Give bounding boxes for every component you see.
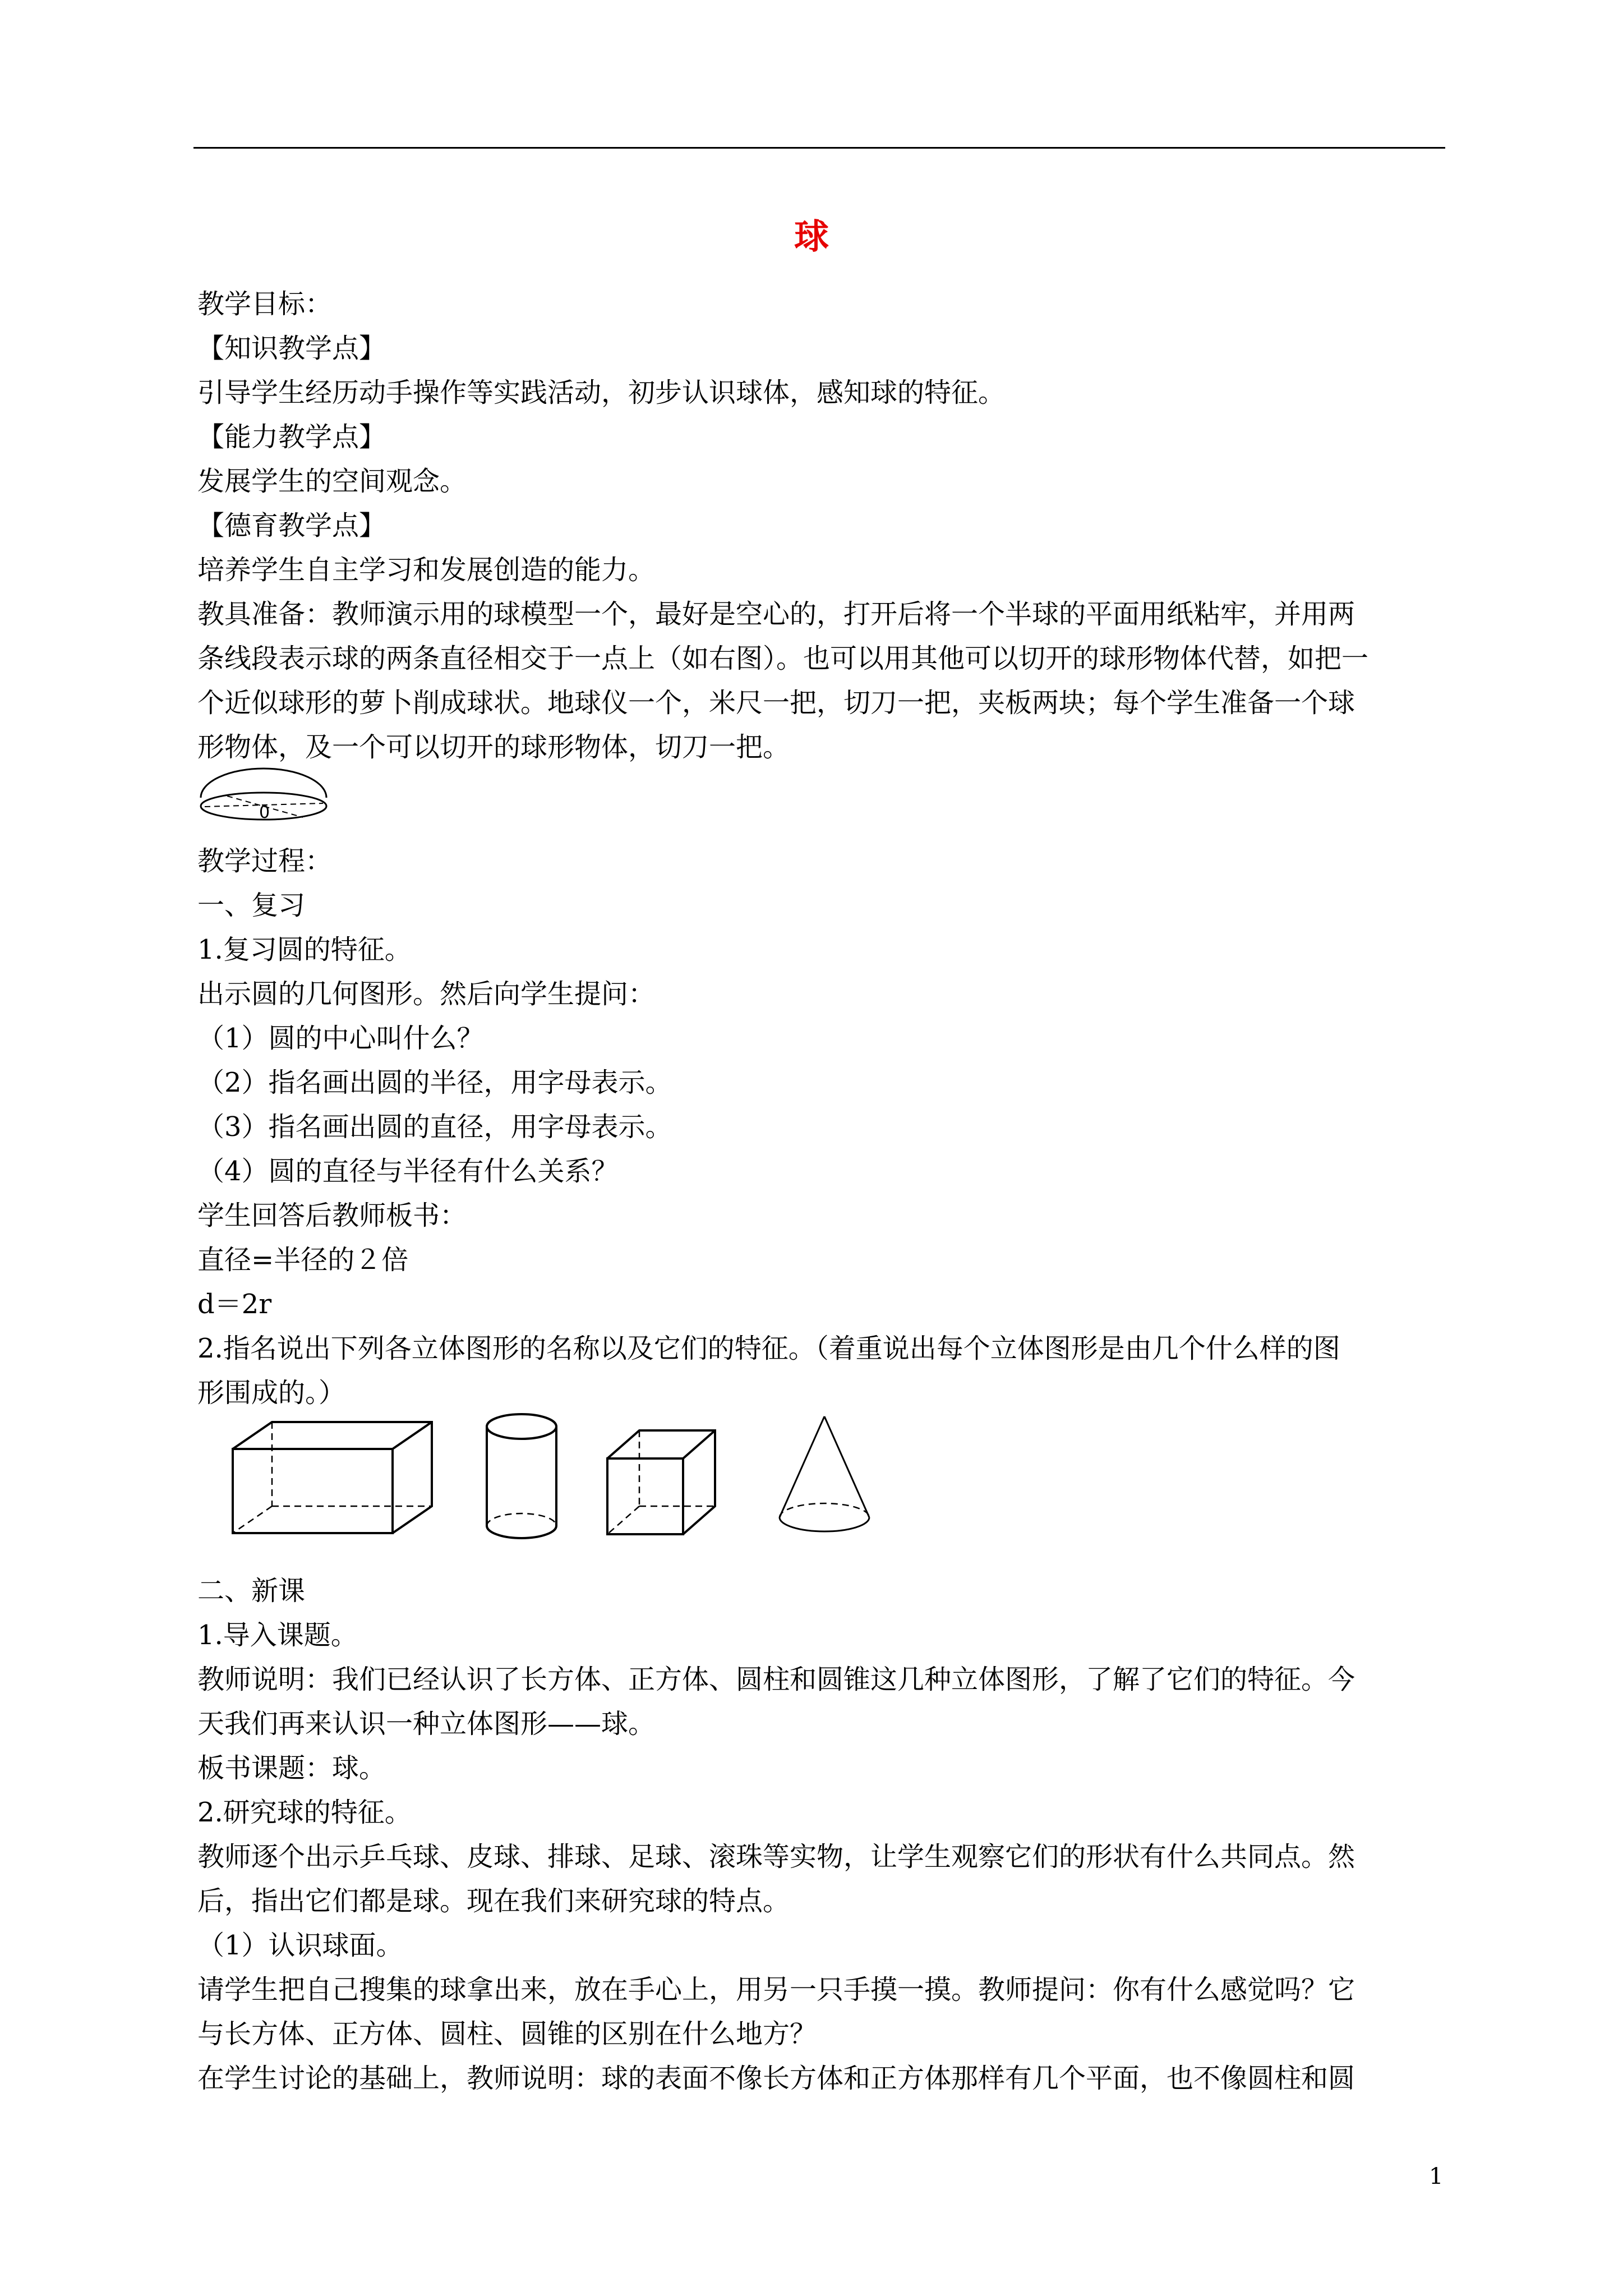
- text-line: 教学过程：: [197, 845, 333, 877]
- text-line: 【德育教学点】: [197, 510, 386, 541]
- text-line: 一、复习: [197, 890, 306, 921]
- text-line: 形围成的。）: [197, 1377, 346, 1409]
- hemisphere-figure: [196, 763, 336, 830]
- text-line: （1）认识球面。: [197, 1930, 403, 1961]
- hemisphere-label: 0: [259, 803, 270, 822]
- text-line: 教具准备：教师演示用的球模型一个，最好是空心的，打开后将一个半球的平面用纸粘牢，并用两: [197, 599, 1355, 630]
- text-line: 【知识教学点】: [197, 333, 386, 364]
- text-line: 教学目标：: [197, 288, 333, 320]
- page-number: 1: [1429, 2164, 1444, 2189]
- new-lesson-block: [197, 1569, 1448, 2101]
- text-line: 在学生讨论的基础上，教师说明：球的表面不像长方体和正方体那样有几个平面，也不像圆柱和圆: [197, 2063, 1355, 2094]
- text-line: 天我们再来认识一种立体图形——球。: [197, 1708, 656, 1740]
- text-line: （4）圆的直径与半径有什么关系？: [197, 1156, 619, 1187]
- text-line: 形物体，及一个可以切开的球形物体，切刀一把。: [197, 731, 790, 763]
- text-line: 1.导入课题。: [197, 1619, 358, 1651]
- text-line: 后，指出它们都是球。现在我们来研究球的特点。: [197, 1885, 790, 1917]
- text-line: 教师逐个出示乒乓球、皮球、排球、足球、滚珠等实物，让学生观察它们的形状有什么共同点。然: [197, 1841, 1355, 1872]
- text-line: 2.指名说出下列各立体图形的名称以及它们的特征。（着重说出每个立体图形是由几个什么样的图: [197, 1333, 1340, 1364]
- text-line: 与长方体、正方体、圆柱、圆锥的区别在什么地方？: [197, 2018, 817, 2050]
- cuboid-figure: [233, 1422, 432, 1533]
- text-line: 二、新课: [197, 1575, 306, 1607]
- solid-figures: [224, 1411, 886, 1545]
- header-rule: [193, 147, 1445, 149]
- text-line: 条线段表示球的两条直径相交于一点上（如右图）。也可以用其他可以切开的球形物体代替，如把一: [197, 643, 1369, 674]
- text-line: 直径=半径的２倍: [197, 1244, 409, 1276]
- text-line: （3）指名画出圆的直径，用字母表示。: [197, 1111, 672, 1143]
- cube-figure: [607, 1430, 715, 1534]
- objectives-block: [197, 282, 1448, 770]
- text-line: （2）指名画出圆的半径，用字母表示。: [197, 1067, 672, 1098]
- text-line: 1.复习圆的特征。: [197, 934, 412, 965]
- text-line: 个近似球形的萝卜削成球状。地球仪一个，米尺一把，切刀一把，夹板两块；每个学生准备一个球: [197, 687, 1355, 719]
- text-line: 培养学生自主学习和发展创造的能力。: [197, 554, 656, 586]
- text-line: 【能力教学点】: [197, 421, 386, 453]
- text-line: 2.研究球的特征。: [197, 1797, 412, 1828]
- text-line: 学生回答后教师板书：: [197, 1200, 467, 1231]
- text-line: 引导学生经历动手操作等实践活动，初步认识球体，感知球的特征。: [197, 377, 1006, 408]
- text-line: 板书课题：球。: [197, 1752, 386, 1784]
- text-line: 请学生把自己搜集的球拿出来，放在手心上，用另一只手摸一摸。教师提问：你有什么感觉吗？它: [197, 1974, 1355, 2005]
- text-line: （1）圆的中心叫什么？: [197, 1023, 484, 1054]
- page-title: 球: [794, 216, 829, 257]
- review-block: [197, 839, 1448, 1415]
- cylinder-figure: [487, 1414, 556, 1538]
- text-line: d＝2r: [197, 1289, 272, 1320]
- text-line: 教师说明：我们已经认识了长方体、正方体、圆柱和圆锥这几种立体图形，了解了它们的特征。今: [197, 1664, 1355, 1695]
- text-line: 出示圆的几何图形。然后向学生提问：: [197, 978, 656, 1010]
- cone-figure: [780, 1416, 869, 1531]
- text-line: 发展学生的空间观念。: [197, 466, 467, 497]
